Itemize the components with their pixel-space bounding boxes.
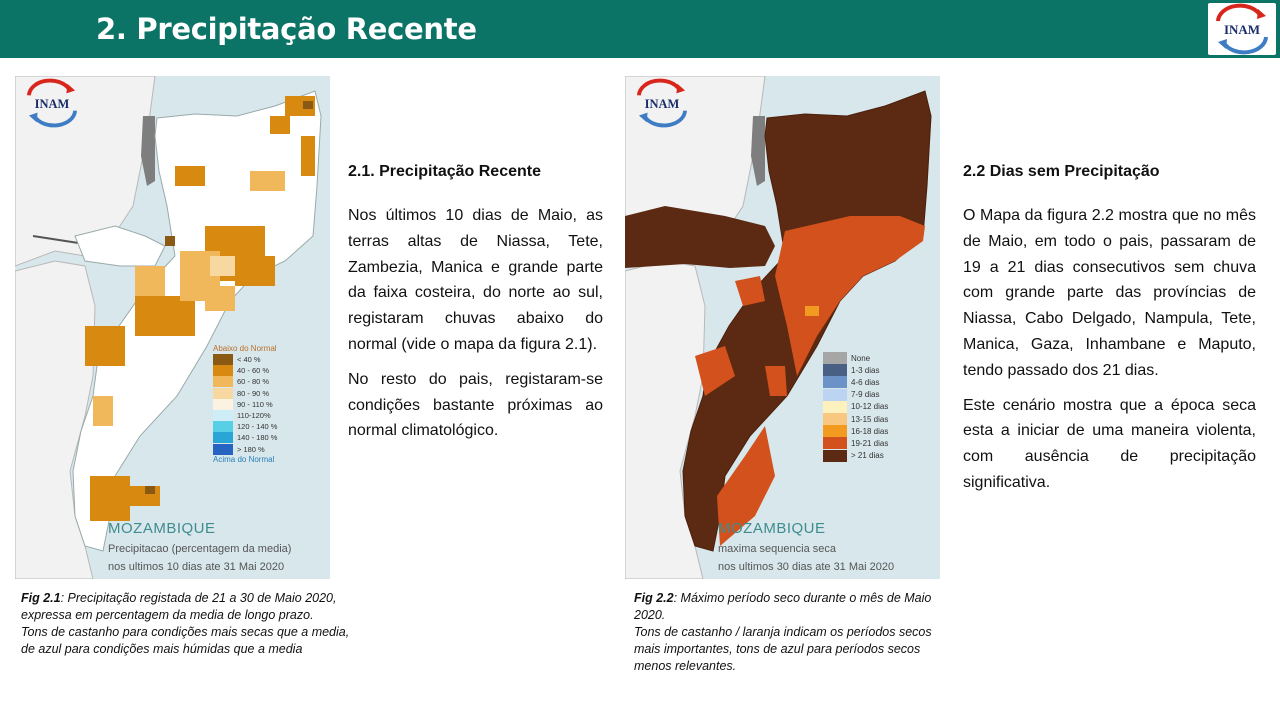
svg-text:INAM: INAM bbox=[644, 96, 680, 111]
legend-swatch bbox=[213, 388, 233, 399]
caption-text-2: Tons de castanho / laranja indicam os períodos secos mais importantes, tons de azul para períodos secos menos relevantes. bbox=[634, 625, 932, 673]
legend-label: None bbox=[851, 353, 871, 363]
map-subtitle-line1: maxima sequencia seca bbox=[718, 543, 837, 555]
legend-swatch bbox=[213, 399, 233, 410]
legend-item bbox=[213, 432, 277, 443]
legend-label: > 180 % bbox=[237, 444, 265, 454]
map-country-label: MOZAMBIQUE bbox=[108, 520, 216, 537]
legend-label: 80 - 90 % bbox=[237, 388, 270, 398]
legend-swatch bbox=[823, 437, 847, 449]
dry-spell-map-graphic bbox=[625, 76, 940, 579]
legend-label: 16-18 dias bbox=[851, 426, 889, 436]
paragraph: No resto do pais, registaram-se condições bastante próximas ao normal climatológico. bbox=[348, 370, 603, 440]
svg-text:INAM: INAM bbox=[34, 96, 70, 111]
legend-label: 120 - 140 % bbox=[237, 422, 278, 432]
legend-swatch bbox=[213, 376, 233, 387]
legend-item bbox=[823, 364, 888, 376]
legend-item bbox=[823, 437, 888, 449]
legend-label: 90 - 110 % bbox=[237, 399, 273, 409]
legend-label: 7-9 dias bbox=[851, 390, 880, 400]
section-body bbox=[963, 203, 1256, 505]
legend-swatch bbox=[823, 450, 847, 462]
legend-swatch bbox=[823, 425, 847, 437]
legend-label: 40 - 60 % bbox=[237, 366, 270, 376]
map-subtitle-line1: Precipitacao (percentagem da media) bbox=[108, 543, 292, 555]
legend-item bbox=[213, 388, 277, 399]
caption-text-2: Tons de castanho para condições mais secas que a media, de azul para condições mais húmidas que a media bbox=[21, 625, 350, 656]
legend-label: 1-3 dias bbox=[851, 365, 880, 375]
figure-caption-1 bbox=[21, 590, 356, 658]
legend-item bbox=[823, 413, 888, 425]
legend-label: 13-15 dias bbox=[851, 414, 889, 424]
paragraph: Nos últimos 10 dias de Maio, as terras altas de Niassa, Tete, Zambezia, Manica e grande parte da faixa costeira, do norte ao sul, registaram chuvas abaixo do normal (vide o mapa da figura 2.1). bbox=[348, 207, 603, 353]
legend-item bbox=[823, 389, 888, 401]
caption-text: : Precipitação registada de 21 a 30 de Maio 2020, expressa em percentagem da media de longo prazo. bbox=[21, 591, 337, 622]
legend-item bbox=[823, 425, 888, 437]
legend-swatch bbox=[823, 389, 847, 401]
legend-item bbox=[823, 401, 888, 413]
map-subtitle-line2: nos ultimos 30 dias ate 31 Mai 2020 bbox=[718, 561, 895, 573]
legend-label: < 40 % bbox=[237, 355, 261, 365]
inam-logo bbox=[1208, 3, 1276, 55]
precipitation-map-graphic bbox=[15, 76, 330, 579]
map-inam-logo bbox=[19, 78, 85, 128]
legend-item bbox=[823, 450, 888, 462]
legend-label: 4-6 dias bbox=[851, 377, 880, 387]
legend-swatch bbox=[823, 364, 847, 376]
precipitation-map bbox=[15, 76, 330, 579]
legend-swatch bbox=[823, 352, 847, 364]
paragraph: O Mapa da figura 2.2 mostra que no mês de Maio, em todo o pais, passaram de 19 a 21 dias consecutivos sem chuva com grande parte das províncias de Niassa, Cabo Delgado, Nampula, Tete, Manica, Gaza, Inhambane e Maputo, tendo passado dos 21 dias. bbox=[963, 207, 1256, 379]
legend-swatch bbox=[213, 421, 233, 432]
legend-item bbox=[213, 354, 277, 365]
dry-spell-legend bbox=[823, 352, 888, 462]
legend-swatch bbox=[213, 432, 233, 443]
legend-item bbox=[213, 444, 277, 455]
legend-swatch bbox=[213, 444, 233, 455]
legend-label: 19-21 dias bbox=[851, 438, 889, 448]
section-title: 2.2 Dias sem Precipitação bbox=[963, 163, 1160, 180]
svg-text:INAM: INAM bbox=[1223, 22, 1261, 37]
legend-item bbox=[213, 410, 277, 421]
legend-label: > 21 dias bbox=[851, 451, 884, 461]
legend-item bbox=[823, 376, 888, 388]
legend-footer: Acima do Normal bbox=[213, 454, 275, 464]
legend-item bbox=[213, 365, 277, 376]
legend-label: 140 - 180 % bbox=[237, 433, 278, 443]
legend-label: 60 - 80 % bbox=[237, 377, 270, 387]
precipitation-legend bbox=[213, 344, 277, 465]
map-subtitle-line2: nos ultimos 10 dias ate 31 Mai 2020 bbox=[108, 561, 285, 573]
legend-label: 110-120% bbox=[237, 411, 271, 421]
legend-swatch bbox=[823, 413, 847, 425]
legend-swatch bbox=[823, 401, 847, 413]
paragraph: Este cenário mostra que a época seca esta a iniciar de uma maneira violenta, com ausência de precipitação significativa. bbox=[963, 396, 1256, 491]
figure-caption-2 bbox=[634, 590, 949, 675]
caption-label: Fig 2.2 bbox=[634, 591, 674, 605]
caption-text: : Máximo período seco durante o mês de Maio 2020. bbox=[634, 591, 932, 622]
legend-item bbox=[213, 399, 277, 410]
section-body bbox=[348, 203, 603, 453]
legend-item bbox=[213, 376, 277, 387]
legend-label: 10-12 dias bbox=[851, 402, 889, 412]
section-title: 2.1. Precipitação Recente bbox=[348, 163, 541, 180]
caption-label: Fig 2.1 bbox=[21, 591, 61, 605]
header-bar bbox=[0, 0, 1280, 58]
dry-spell-map bbox=[625, 76, 940, 579]
page-title: 2. Precipitação Recente bbox=[96, 12, 477, 46]
legend-swatch bbox=[823, 376, 847, 388]
map-country-label: MOZAMBIQUE bbox=[718, 520, 826, 537]
legend-swatch bbox=[213, 354, 233, 365]
legend-item bbox=[213, 421, 277, 432]
legend-swatch bbox=[213, 410, 233, 421]
legend-header: Abaixo do Normal bbox=[213, 344, 277, 353]
map-inam-logo bbox=[629, 78, 695, 128]
legend-item bbox=[823, 352, 888, 364]
legend-swatch bbox=[213, 365, 233, 376]
